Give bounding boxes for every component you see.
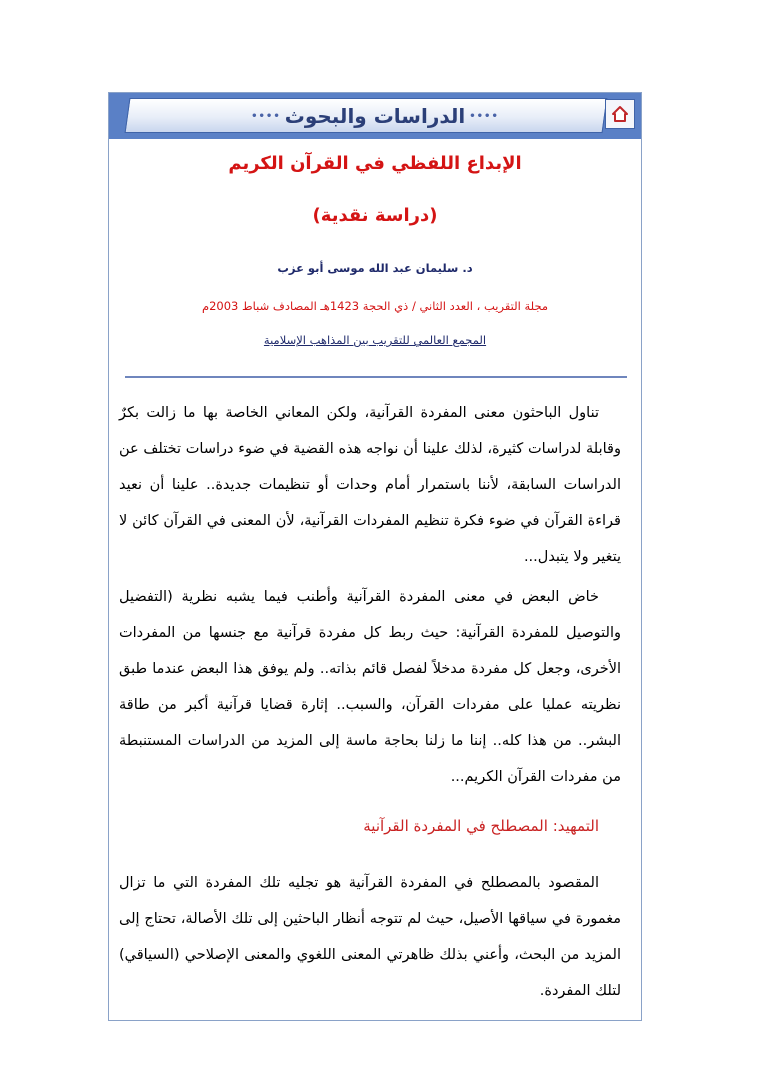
banner-dots-left: •••• — [251, 110, 281, 122]
banner-title: الدراسات والبحوث — [284, 104, 466, 128]
section-heading — [119, 817, 621, 835]
paragraph-1-text: تناول الباحثون معنى المفردة القرآنية، ولكن المعاني الخاصة بها ما زالت بكرٌ وقابلة لدراسات كثيرة، لذلك علينا أن نواجه هذه القضية في ضوء دراسات تختلف عن الدراسات السابقة، لأننا باستمرار أمام وحدات أو تنظيمات جديدة.. علينا أن نعيد قراءة القرآن في ضوء فكرة تنظيم المفردات القرآنية، لأن المعنى في القرآن كائن لا يتغير ولا يتبدل... — [119, 405, 621, 565]
paragraph-2 — [119, 579, 621, 795]
article-frame — [108, 92, 642, 1021]
paragraph-3-text: المقصود بالمصطلح في المفردة القرآنية هو تجليه تلك المفردة التي ما تزال مغمورة في سياقها الأصيل، حيث لم تتوجه أنظار الباحثين إلى تلك الأصالة، تحتاج إلى المزيد من البحث، وأعني بذلك ظاهرتي المعنى اللغوي والمعنى الإصلاحي (السياقي) لتلك المفردة. — [119, 875, 621, 999]
home-button[interactable] — [605, 99, 635, 129]
paragraph-1 — [119, 395, 621, 575]
journal-citation: مجلة التقريب ، العدد الثاني / ذي الحجة 1423هـ المصادف شباط 2003م — [201, 299, 549, 313]
section-divider — [125, 376, 627, 378]
organization-link[interactable]: المجمع العالمي للتقريب بين المذاهب الإسلامية — [263, 333, 487, 347]
article-subtitle: (دراسة نقدية) — [312, 205, 438, 226]
section-heading-text: التمهيد: المصطلح في المفردة القرآنية — [363, 817, 599, 835]
paragraph-2-text: خاض البعض في معنى المفردة القرآنية وأطنب فيما يشبه نظرية (التفضيل والتوصيل للمفردة القرآنية: حيث ربط كل مفردة قرآنية مع جنسها من المفردات الأخرى، وجعل كل مفردة مدخلاً لفصل قائم بذاته.. ولم يوفق هذا البعض عندما طبق نظريته عمليا على مفردات القرآن، والسبب.. إثارة قضايا قرآنية أكبر من طاقة البشر.. من هذا كله.. إننا ما زلنا بحاجة ماسة إلى المزيد من الدراسات المستنبطة من مفردات القرآن الكريم... — [119, 589, 621, 785]
home-icon — [610, 104, 630, 124]
banner-title-row — [109, 93, 641, 139]
banner-dots-right: •••• — [469, 110, 499, 122]
section-banner — [109, 93, 641, 139]
article-title: الإبداع اللفظي في القرآن الكريم — [228, 153, 522, 174]
paragraph-3 — [119, 865, 621, 1009]
article-author: د. سليمان عبد الله موسى أبو عزب — [277, 261, 473, 275]
